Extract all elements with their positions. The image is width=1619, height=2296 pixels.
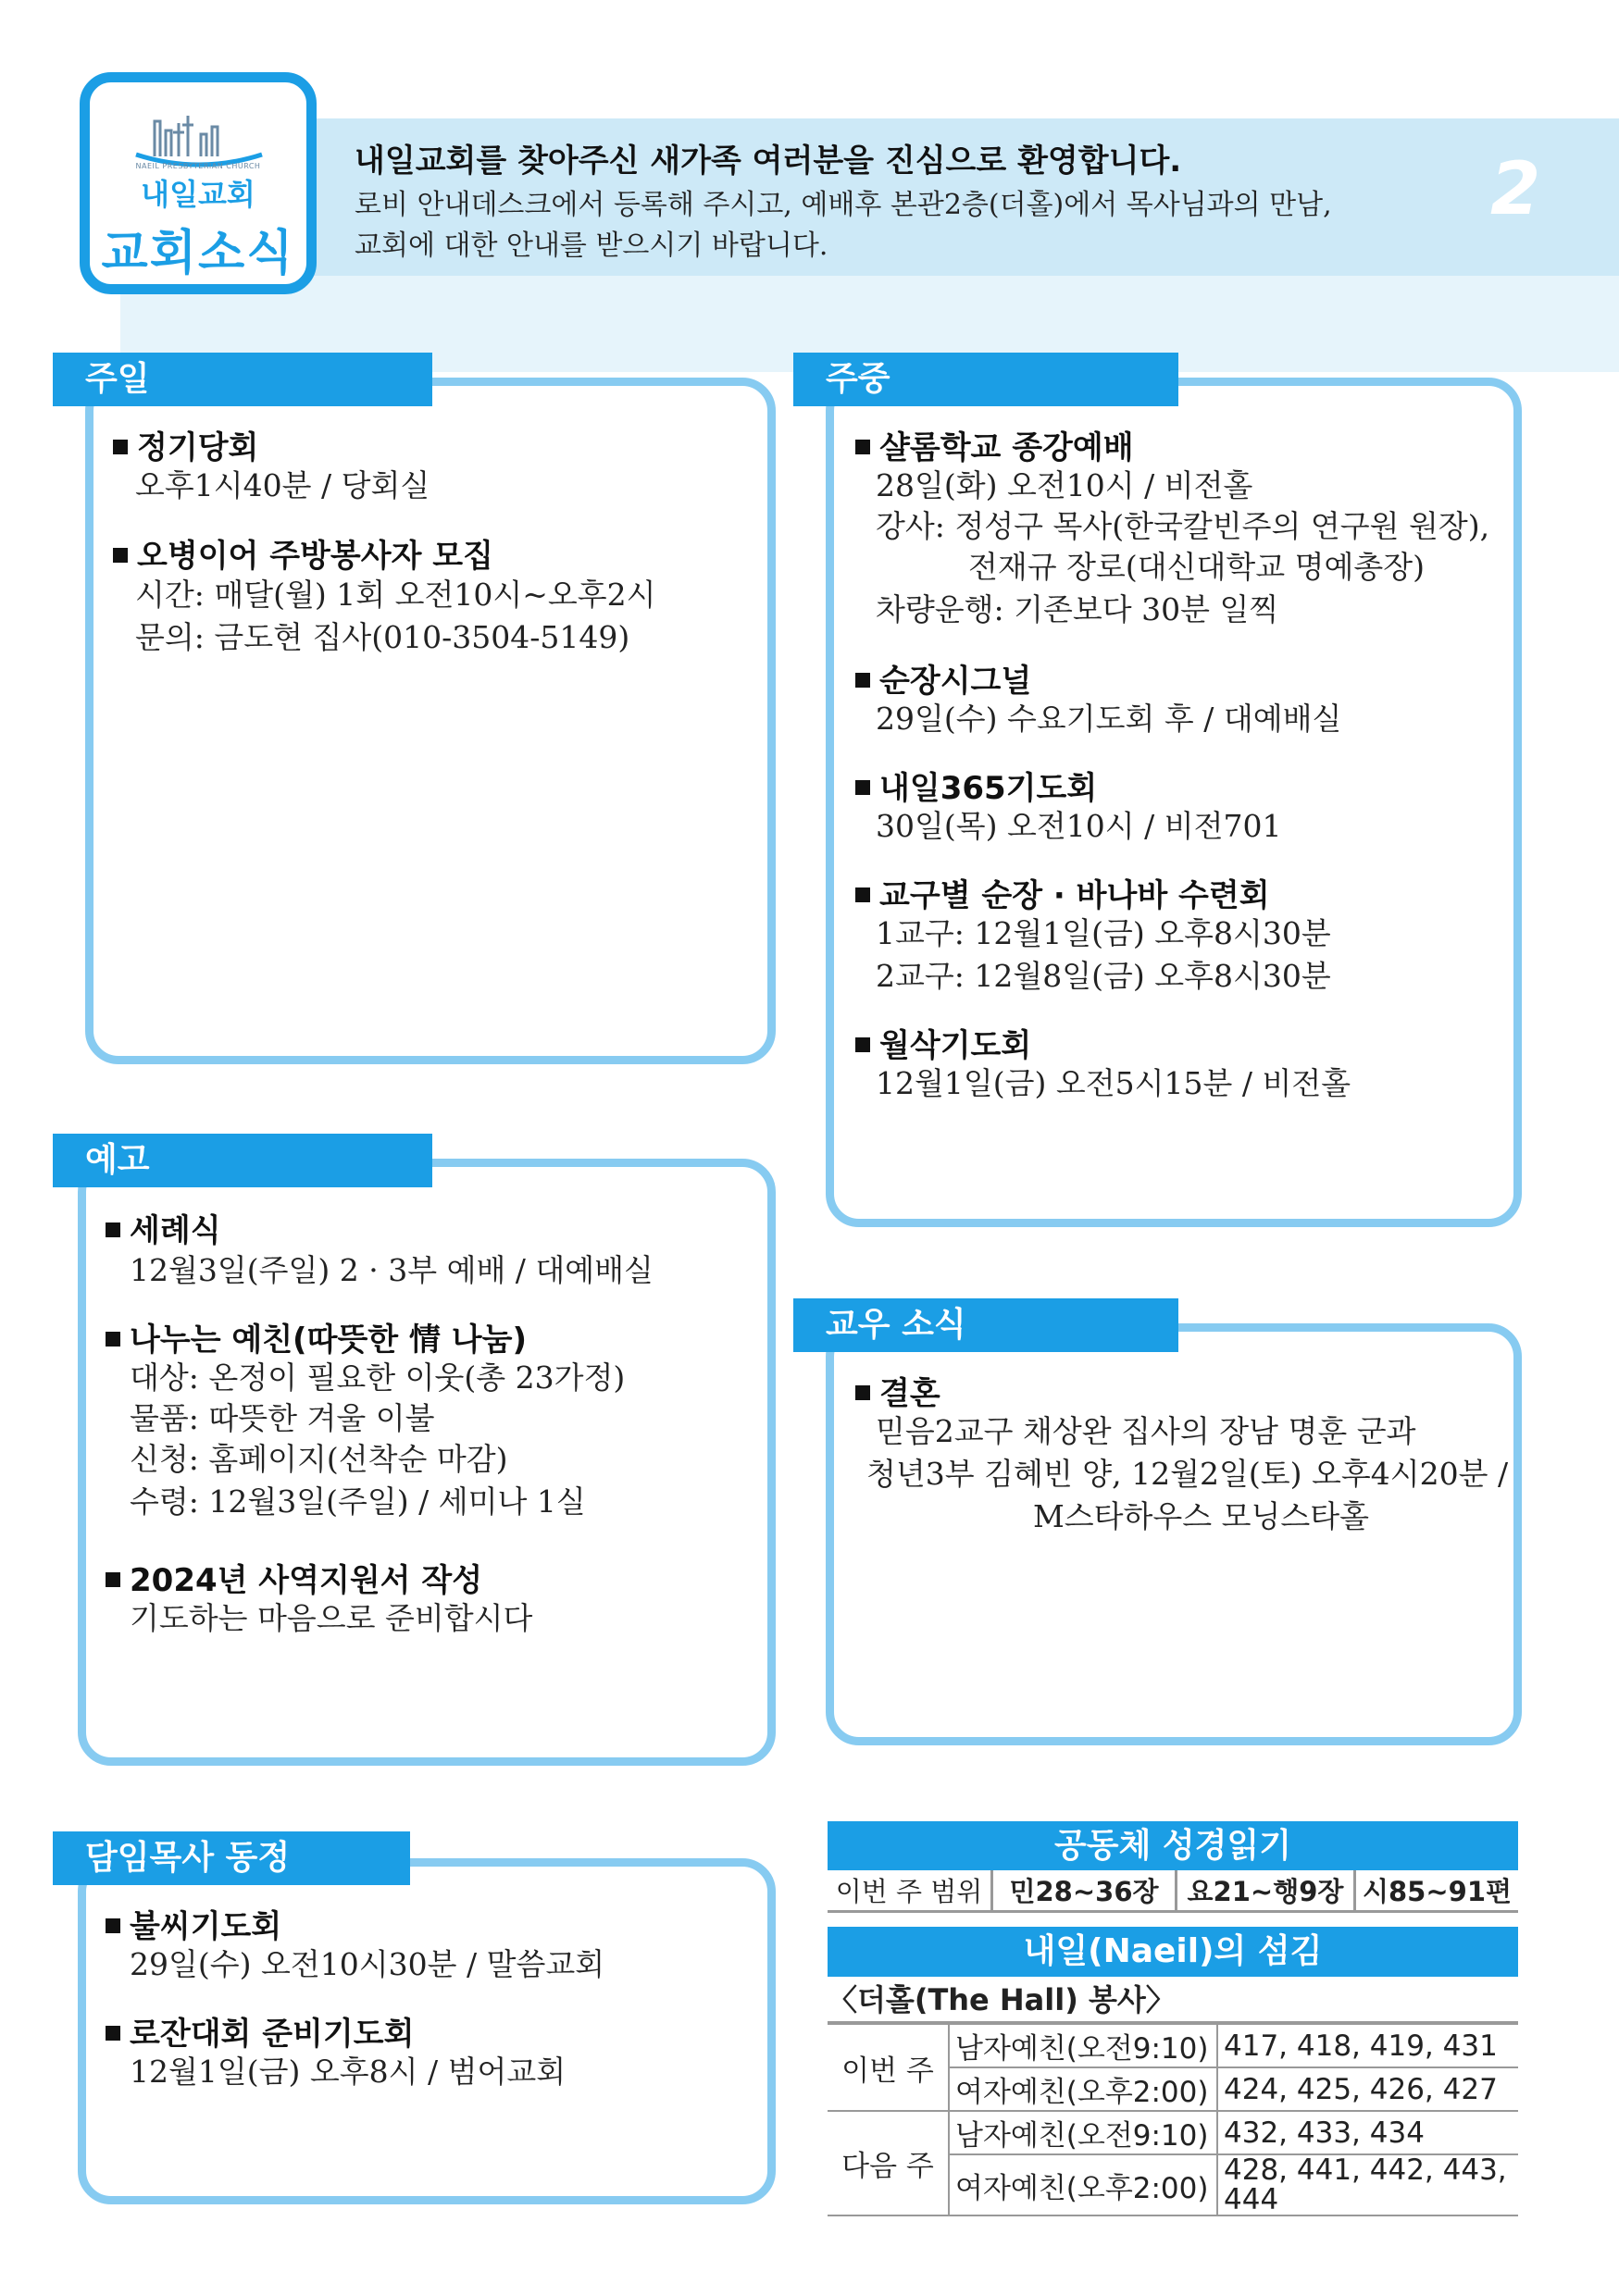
notice-item-line: 신청: 홈페이지(선착순 마감) [130, 1441, 508, 1477]
weekday-tab: 주중 [793, 353, 1178, 406]
notice-item-title: 2024년 사역지원서 작성 [106, 1555, 482, 1600]
service-group: 남자예친(오전9:10) [949, 2024, 1217, 2067]
pastor-item-title: 불씨기도회 [106, 1901, 281, 1946]
weekday-item-line: 강사: 정성구 목사(한국칼빈주의 연구원 원장), [876, 508, 1490, 544]
service-numbers: 428, 441, 442, 443, 444 [1217, 2154, 1518, 2215]
weekday-item-line: 29일(수) 수요기도회 후 / 대예배실 [876, 701, 1342, 737]
notice-tab: 예고 [53, 1134, 432, 1187]
weekday-item-line: 2교구: 12월8일(금) 오후8시30분 [876, 958, 1331, 994]
page-number: 2 [1490, 148, 1541, 231]
service-subtitle: 〈더홀(The Hall) 봉사〉 [828, 1977, 1518, 2023]
welcome-heading: 내일교회를 찾아주신 새가족 여러분을 진심으로 환영합니다. [355, 143, 1182, 180]
sunday-item-title: 오병이어 주방봉사자 모집 [113, 530, 493, 576]
reading-table [828, 1870, 1518, 1913]
reading-range: 시85~91편 [1355, 1870, 1519, 1911]
service-week: 이번 주 [828, 2024, 949, 2111]
reading-label: 이번 주 범위 [828, 1870, 992, 1911]
weekday-item-line: 12월1일(금) 오전5시15분 / 비전홀 [876, 1065, 1351, 1101]
sunday-item-title: 정기당회 [113, 422, 258, 467]
reading-row [828, 1870, 1518, 1911]
reading-range: 요21~행9장 [1177, 1870, 1355, 1911]
bullet-square-icon [113, 440, 128, 454]
bullet-square-icon [855, 673, 870, 688]
sunday-item-line: 문의: 금도현 집사(010-3504-5149) [135, 619, 630, 655]
pastor-item-line: 12월1일(금) 오후8시 / 범어교회 [130, 2054, 567, 2090]
members-item-title: 결혼 [855, 1368, 940, 1413]
weekday-item-line: 1교구: 12월1일(금) 오후8시30분 [876, 915, 1331, 951]
weekday-item-title: 월삭기도회 [855, 1020, 1031, 1065]
service-row [828, 2024, 1518, 2067]
service-numbers: 424, 425, 426, 427 [1217, 2067, 1518, 2111]
service-row [828, 2111, 1518, 2154]
sunday-item-line: 오후1시40분 / 당회실 [135, 467, 430, 503]
church-skyline-icon [127, 103, 270, 168]
reading-title: 공동체 성경읽기 [828, 1821, 1518, 1870]
sunday-item-line: 시간: 매달(월) 1회 오전10시~오후2시 [135, 577, 656, 613]
weekday-item-line: 28일(화) 오전10시 / 비전홀 [876, 467, 1253, 503]
bullet-square-icon [106, 1332, 120, 1347]
pastor-tab: 담임목사 동정 [53, 1831, 410, 1885]
members-item-line: M스타하우스 모닝스타홀 [1033, 1498, 1370, 1534]
church-logo-badge [80, 72, 317, 294]
bullet-square-icon [855, 1037, 870, 1052]
bullet-square-icon [106, 1572, 120, 1587]
service-week: 다음 주 [828, 2111, 949, 2215]
weekday-item-title: 순장시그널 [855, 655, 1031, 701]
service-group: 남자예친(오전9:10) [949, 2111, 1217, 2154]
weekday-item-line: 전재규 장로(대신대학교 명예총장) [968, 549, 1426, 585]
welcome-line-1: 로비 안내데스크에서 등록해 주시고, 예배후 본관2층(더홀)에서 목사님과의 만남, [355, 189, 1332, 221]
weekday-item-title: 교구별 순장 · 바나바 수련회 [855, 870, 1270, 915]
notice-item-line: 기도하는 마음으로 준비합시다 [130, 1600, 533, 1636]
section-title: 교회소식 [101, 226, 295, 281]
logo-name: 내일교회 [141, 177, 255, 212]
notice-item-title: 나누는 예친(따뜻한 情 나눔) [106, 1314, 527, 1359]
pastor-item-line: 29일(수) 오전10시30분 / 말씀교회 [130, 1946, 605, 1982]
service-title: 내일(Naeil)의 섬김 [828, 1927, 1518, 1977]
service-group: 여자예친(오후2:00) [949, 2067, 1217, 2111]
notice-item-line: 대상: 온정이 필요한 이웃(총 23가정) [130, 1359, 626, 1396]
bullet-square-icon [855, 780, 870, 795]
service-group: 여자예친(오후2:00) [949, 2154, 1217, 2215]
notice-item-line: 물품: 따뜻한 겨울 이불 [130, 1400, 435, 1436]
logo-subtext: NAEIL PRESBYTERIAN CHURCH [135, 162, 261, 170]
service-numbers: 432, 433, 434 [1217, 2111, 1518, 2154]
notice-item-line: 수령: 12월3일(주일) / 세미나 1실 [130, 1483, 586, 1520]
pastor-item-title: 로잔대회 준비기도회 [106, 2008, 414, 2054]
notice-item-title: 세례식 [106, 1205, 221, 1250]
bullet-square-icon [855, 1385, 870, 1400]
weekday-item-title: 내일365기도회 [855, 763, 1097, 808]
bullet-square-icon [855, 440, 870, 454]
bullet-square-icon [113, 548, 128, 563]
sunday-tab: 주일 [53, 353, 432, 406]
notice-item-line: 12월3일(주일) 2 · 3부 예배 / 대예배실 [130, 1252, 654, 1288]
bullet-square-icon [855, 887, 870, 902]
service-numbers: 417, 418, 419, 431 [1217, 2024, 1518, 2067]
bullet-square-icon [106, 1918, 120, 1933]
service-table [828, 2023, 1518, 2216]
members-tab: 교우 소식 [793, 1298, 1178, 1352]
members-item-line: 믿음2교구 채상완 집사의 장남 명훈 군과 [876, 1413, 1416, 1449]
members-item-line: 청년3부 김혜빈 양, 12월2일(토) 오후4시20분 / [866, 1456, 1509, 1492]
welcome-line-2: 교회에 대한 안내를 받으시기 바랍니다. [355, 230, 828, 262]
weekday-item-line: 차량운행: 기존보다 30분 일찍 [876, 591, 1279, 627]
bullet-square-icon [106, 2026, 120, 2041]
weekday-item-title: 샬롬학교 종강예배 [855, 422, 1134, 467]
reading-range: 민28~36장 [992, 1870, 1177, 1911]
bullet-square-icon [106, 1222, 120, 1237]
weekday-item-line: 30일(목) 오전10시 / 비전701 [876, 808, 1282, 844]
